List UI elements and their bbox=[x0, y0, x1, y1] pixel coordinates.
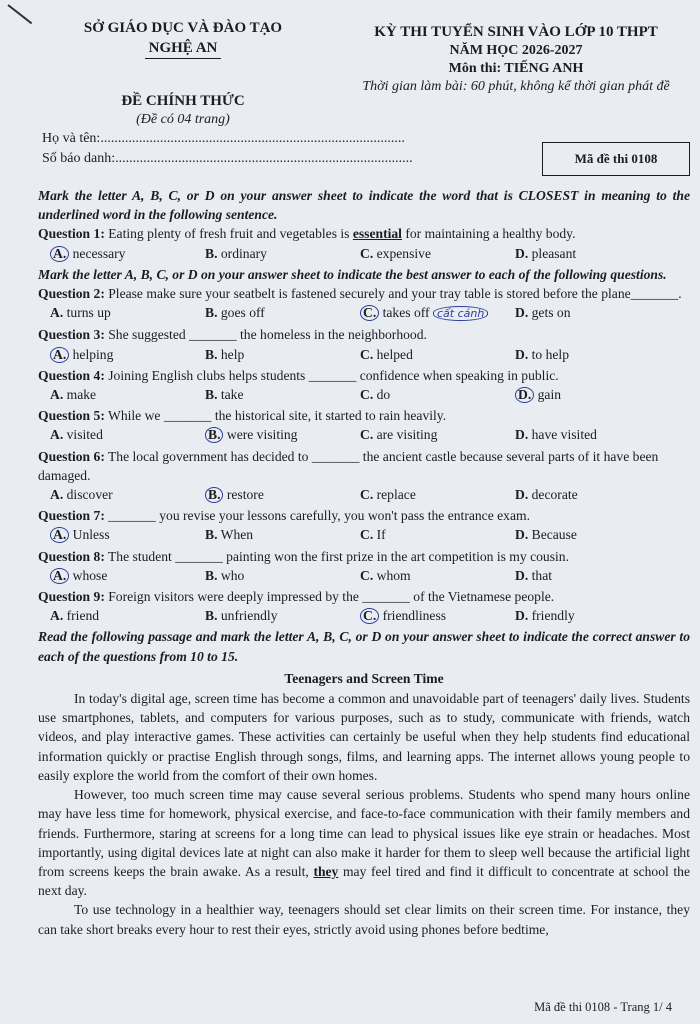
option-a: A. discover bbox=[50, 487, 113, 503]
option-d: D. that bbox=[515, 567, 553, 583]
subject: Môn thi: TIẾNG ANH bbox=[448, 61, 584, 76]
option-a: A. Unless bbox=[38, 525, 193, 544]
options-q3 bbox=[38, 345, 690, 364]
candidate-id-field: Số báo danh:..................................................................................... bbox=[42, 151, 413, 166]
options-q5 bbox=[38, 425, 690, 444]
circled-answer: A. bbox=[50, 527, 69, 543]
question-4: Question 4: Joining English clubs helps students _______ confidence when speaking in public. bbox=[38, 367, 559, 383]
option-b: B. When bbox=[205, 527, 254, 543]
option-a: A. visited bbox=[50, 427, 103, 443]
passage-paragraph-3: To use technology in a healthier way, teenagers should set clear limits on their screen time. For instance, they can take short breaks every hour to rest their eyes, strictly avoid using phones before bedtime, bbox=[38, 902, 690, 937]
option-c: C. expensive bbox=[360, 245, 431, 261]
header-left bbox=[68, 18, 298, 129]
option-c: C. replace bbox=[360, 487, 416, 503]
department-name: SỞ GIÁO DỤC VÀ ĐÀO TẠO bbox=[83, 20, 283, 36]
pages-note: (Đề có 04 trang) bbox=[136, 112, 230, 127]
option-c: C. whom bbox=[360, 567, 411, 583]
question-3: Question 3: She suggested _______ the homeless in the neighborhood. bbox=[38, 327, 427, 343]
circled-answer: A. bbox=[50, 568, 69, 584]
question-5: Question 5: While we _______ the historical site, it started to rain heavily. bbox=[38, 408, 447, 424]
option-b: B. goes off bbox=[205, 305, 265, 321]
question-label: Question 1: bbox=[38, 226, 105, 242]
page-footer: Mã đề thi 0108 - Trang 1/ 4 bbox=[534, 1000, 672, 1014]
options-q4 bbox=[38, 385, 690, 404]
option-c: C. takes off cất cánh bbox=[348, 303, 503, 323]
circled-answer: B. bbox=[205, 487, 223, 503]
exam-content bbox=[38, 186, 690, 939]
candidate-name-field: Họ và tên:....................................................................................... bbox=[42, 131, 405, 146]
passage-paragraph-2: However, too much screen time may cause several serious problems. Students who spend many hours online may have less time for homework, physical exercise, and face-to-face communication with their family members and friends. Furthermore, staring at screens for a long time can lead to physical issues like eye strain or headaches. Most importantly, using digital devices late at night can also make it harder for them to sleep well because the artificial light from screens keeps the brain awake. As a result, they may feel tired and find it difficult to concentrate at school the next day. bbox=[38, 787, 690, 899]
circled-answer: A. bbox=[50, 246, 69, 262]
option-a: A. turns up bbox=[50, 305, 111, 321]
option-a: A. necessary bbox=[38, 244, 193, 263]
instruction-closest: Mark the letter A, B, C, or D on your answer sheet to indicate the word that is CLOSEST in meaning to the underlined word in the following sentence. bbox=[38, 188, 690, 223]
circled-answer: B. bbox=[205, 427, 223, 443]
option-d: D. gets on bbox=[515, 305, 571, 321]
option-a: A. friend bbox=[50, 608, 100, 624]
option-c: C. If bbox=[360, 527, 386, 543]
pen-mark bbox=[7, 4, 32, 24]
circled-answer: C. bbox=[360, 305, 379, 321]
option-b: B. who bbox=[205, 567, 245, 583]
option-a: A. make bbox=[50, 387, 97, 403]
circled-answer: C. bbox=[360, 608, 379, 624]
exam-title: KỲ THI TUYỂN SINH VÀO LỚP 10 THPT bbox=[374, 24, 658, 40]
question-9: Question 9: Foreign visitors were deeply impressed by the _______ of the Vietnamese people. bbox=[38, 589, 555, 605]
option-b: B. help bbox=[205, 346, 245, 362]
school-year: NĂM HỌC 2026-2027 bbox=[449, 43, 583, 58]
options-q2 bbox=[38, 303, 690, 323]
official-label: ĐỀ CHÍNH THỨC bbox=[121, 93, 245, 109]
options-q9 bbox=[38, 606, 690, 625]
option-b: B. ordinary bbox=[205, 245, 267, 261]
passage-paragraph-1: In today's digital age, screen time has become a common and unavoidable part of teenagers' daily lives. Students use smartphones, tablets, and computers for various purposes, such as to study, communicate with friends, watch videos, and play interactive games. These activities can certainly be useful when they help students find educational information quickly or practise English through songs, films, and learning apps. The internet allows young people to easily explore the world from the comfort of their own homes. bbox=[38, 691, 690, 783]
province-name: NGHỆ AN bbox=[145, 38, 222, 59]
instruction-passage: Read the following passage and mark the letter A, B, C, or D on your answer sheet to indicate the correct answer to each of the questions from 10 to 15. bbox=[38, 629, 690, 664]
instruction-best: Mark the letter A, B, C, or D on your answer sheet to indicate the best answer to each of the following questions. bbox=[38, 266, 667, 282]
option-d: D. to help bbox=[515, 346, 570, 362]
circled-answer: A. bbox=[50, 347, 69, 363]
exam-code-box: Mã đề thi 0108 bbox=[542, 142, 690, 176]
option-b: B. restore bbox=[193, 485, 348, 504]
option-d: D. gain bbox=[503, 385, 658, 404]
option-d: D. decorate bbox=[515, 487, 578, 503]
option-d: D. have visited bbox=[515, 427, 597, 443]
options-q6 bbox=[38, 485, 690, 504]
options-q7 bbox=[38, 525, 690, 544]
option-c: C. helped bbox=[360, 346, 413, 362]
question-8: Question 8: The student _______ painting won the first prize in the art competition is my cousin. bbox=[38, 548, 569, 564]
option-c: C. are visiting bbox=[360, 427, 438, 443]
option-c: C. friendliness bbox=[348, 606, 503, 625]
options-q1 bbox=[38, 244, 690, 263]
question-6: Question 6: The local government has decided to _______ the ancient castle because several parts of it have been damaged. bbox=[38, 448, 659, 483]
handwritten-note: cất cánh bbox=[433, 306, 488, 321]
option-d: D. Because bbox=[515, 527, 577, 543]
time-note: Thời gian làm bài: 60 phút, không kể thời gian phát đề bbox=[362, 79, 670, 94]
option-d: D. friendly bbox=[515, 608, 575, 624]
option-b: B. unfriendly bbox=[205, 608, 278, 624]
circled-answer: D. bbox=[515, 387, 534, 403]
header-right bbox=[340, 22, 692, 96]
option-c: C. do bbox=[360, 387, 391, 403]
option-d: D. pleasant bbox=[515, 245, 577, 261]
question-2: Question 2: Please make sure your seatbelt is fastened securely and your tray table is stored before the plane_______. bbox=[38, 286, 682, 302]
option-b: B. were visiting bbox=[193, 425, 348, 444]
question-1: Question 1: Eating plenty of fresh fruit and vegetables is essential for maintaining a healthy body. bbox=[38, 226, 576, 242]
option-a: A. whose bbox=[38, 566, 193, 585]
options-q8 bbox=[38, 566, 690, 585]
underlined-word: essential bbox=[352, 226, 402, 242]
passage-title: Teenagers and Screen Time bbox=[284, 670, 444, 686]
underlined-word: they bbox=[313, 863, 339, 879]
option-a: A. helping bbox=[38, 345, 193, 364]
question-7: Question 7: _______ you revise your lessons carefully, you won't pass the entrance exam. bbox=[38, 508, 530, 524]
option-b: B. take bbox=[205, 387, 244, 403]
